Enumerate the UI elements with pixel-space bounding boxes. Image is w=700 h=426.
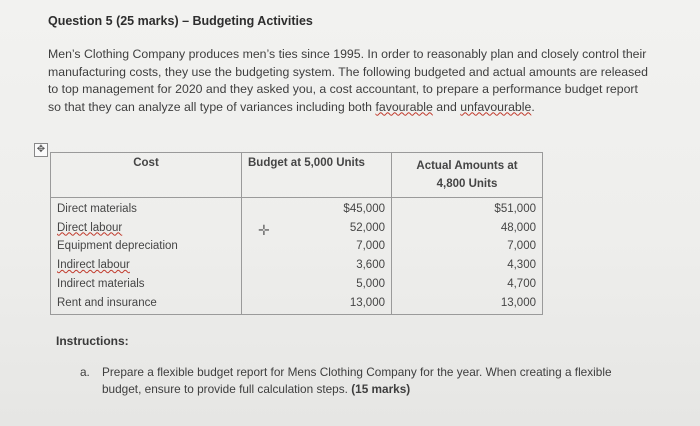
question-body-text: Men’s Clothing Company produces men’s ties since 1995. In order to reasonably plan and closely control their manufacturing costs, they use the budgeting system. The following budgeted and actual amounts are released to top management for 2020 and they asked you, a cost accountant, to prepare a performance budget report so that they can analyze all type of variances including both	[48, 47, 648, 114]
item-a-label: a.	[80, 365, 90, 379]
cost-item: Direct labour	[57, 221, 123, 234]
word-favourable: favourable	[375, 99, 433, 114]
item-a-body	[102, 364, 620, 398]
cost-item: Indirect materials	[57, 277, 145, 290]
actual-value: 4,700	[507, 277, 536, 290]
cost-item: Rent and insurance	[57, 296, 157, 309]
question-paragraph	[48, 46, 648, 116]
word-and: and	[432, 99, 461, 114]
instructions-heading: Instructions:	[56, 334, 129, 348]
actual-value: 4,300	[507, 259, 536, 272]
header-cost: Cost	[51, 153, 242, 198]
table-header-row	[51, 153, 543, 198]
word-unfavourable: unfavourable	[460, 99, 532, 114]
header-actual-line2: 4,800 Units	[436, 178, 498, 190]
cost-column	[51, 198, 242, 315]
item-a-marks: (15 marks)	[351, 382, 411, 396]
actual-column	[392, 198, 543, 315]
budget-table	[50, 152, 543, 315]
actual-value: 13,000	[500, 296, 536, 309]
cost-item: Indirect labour	[57, 259, 130, 272]
item-a-text: Prepare a flexible budget report for Mens Clothing Company for the year. When creating a flexible budget, ensure to provide full calculation steps.	[102, 365, 612, 396]
budget-value: 3,600	[356, 259, 385, 272]
instruction-item-a	[80, 364, 620, 398]
budget-value: 7,000	[356, 240, 385, 253]
actual-value: 7,000	[507, 240, 536, 253]
move-icon[interactable]: ✥	[34, 143, 48, 157]
budget-value: 13,000	[349, 296, 385, 309]
budget-value: 5,000	[356, 277, 385, 290]
period: .	[531, 99, 535, 114]
budget-value: $45,000	[343, 203, 385, 215]
question-title: Question 5 (25 marks) – Budgeting Activities	[48, 14, 313, 28]
cost-item: Direct materials	[57, 203, 137, 215]
header-actual-line1: Actual Amounts at	[416, 160, 518, 172]
budget-column	[242, 198, 392, 315]
cost-item: Equipment depreciation	[57, 240, 178, 253]
table-body-row	[51, 198, 543, 315]
header-budget: Budget at 5,000 Units	[242, 153, 392, 198]
budget-value: 52,000	[349, 221, 385, 234]
header-actual	[392, 153, 543, 198]
crosshair-icon: ✛	[258, 222, 270, 238]
actual-value: $51,000	[494, 203, 536, 215]
actual-value: 48,000	[500, 221, 536, 234]
